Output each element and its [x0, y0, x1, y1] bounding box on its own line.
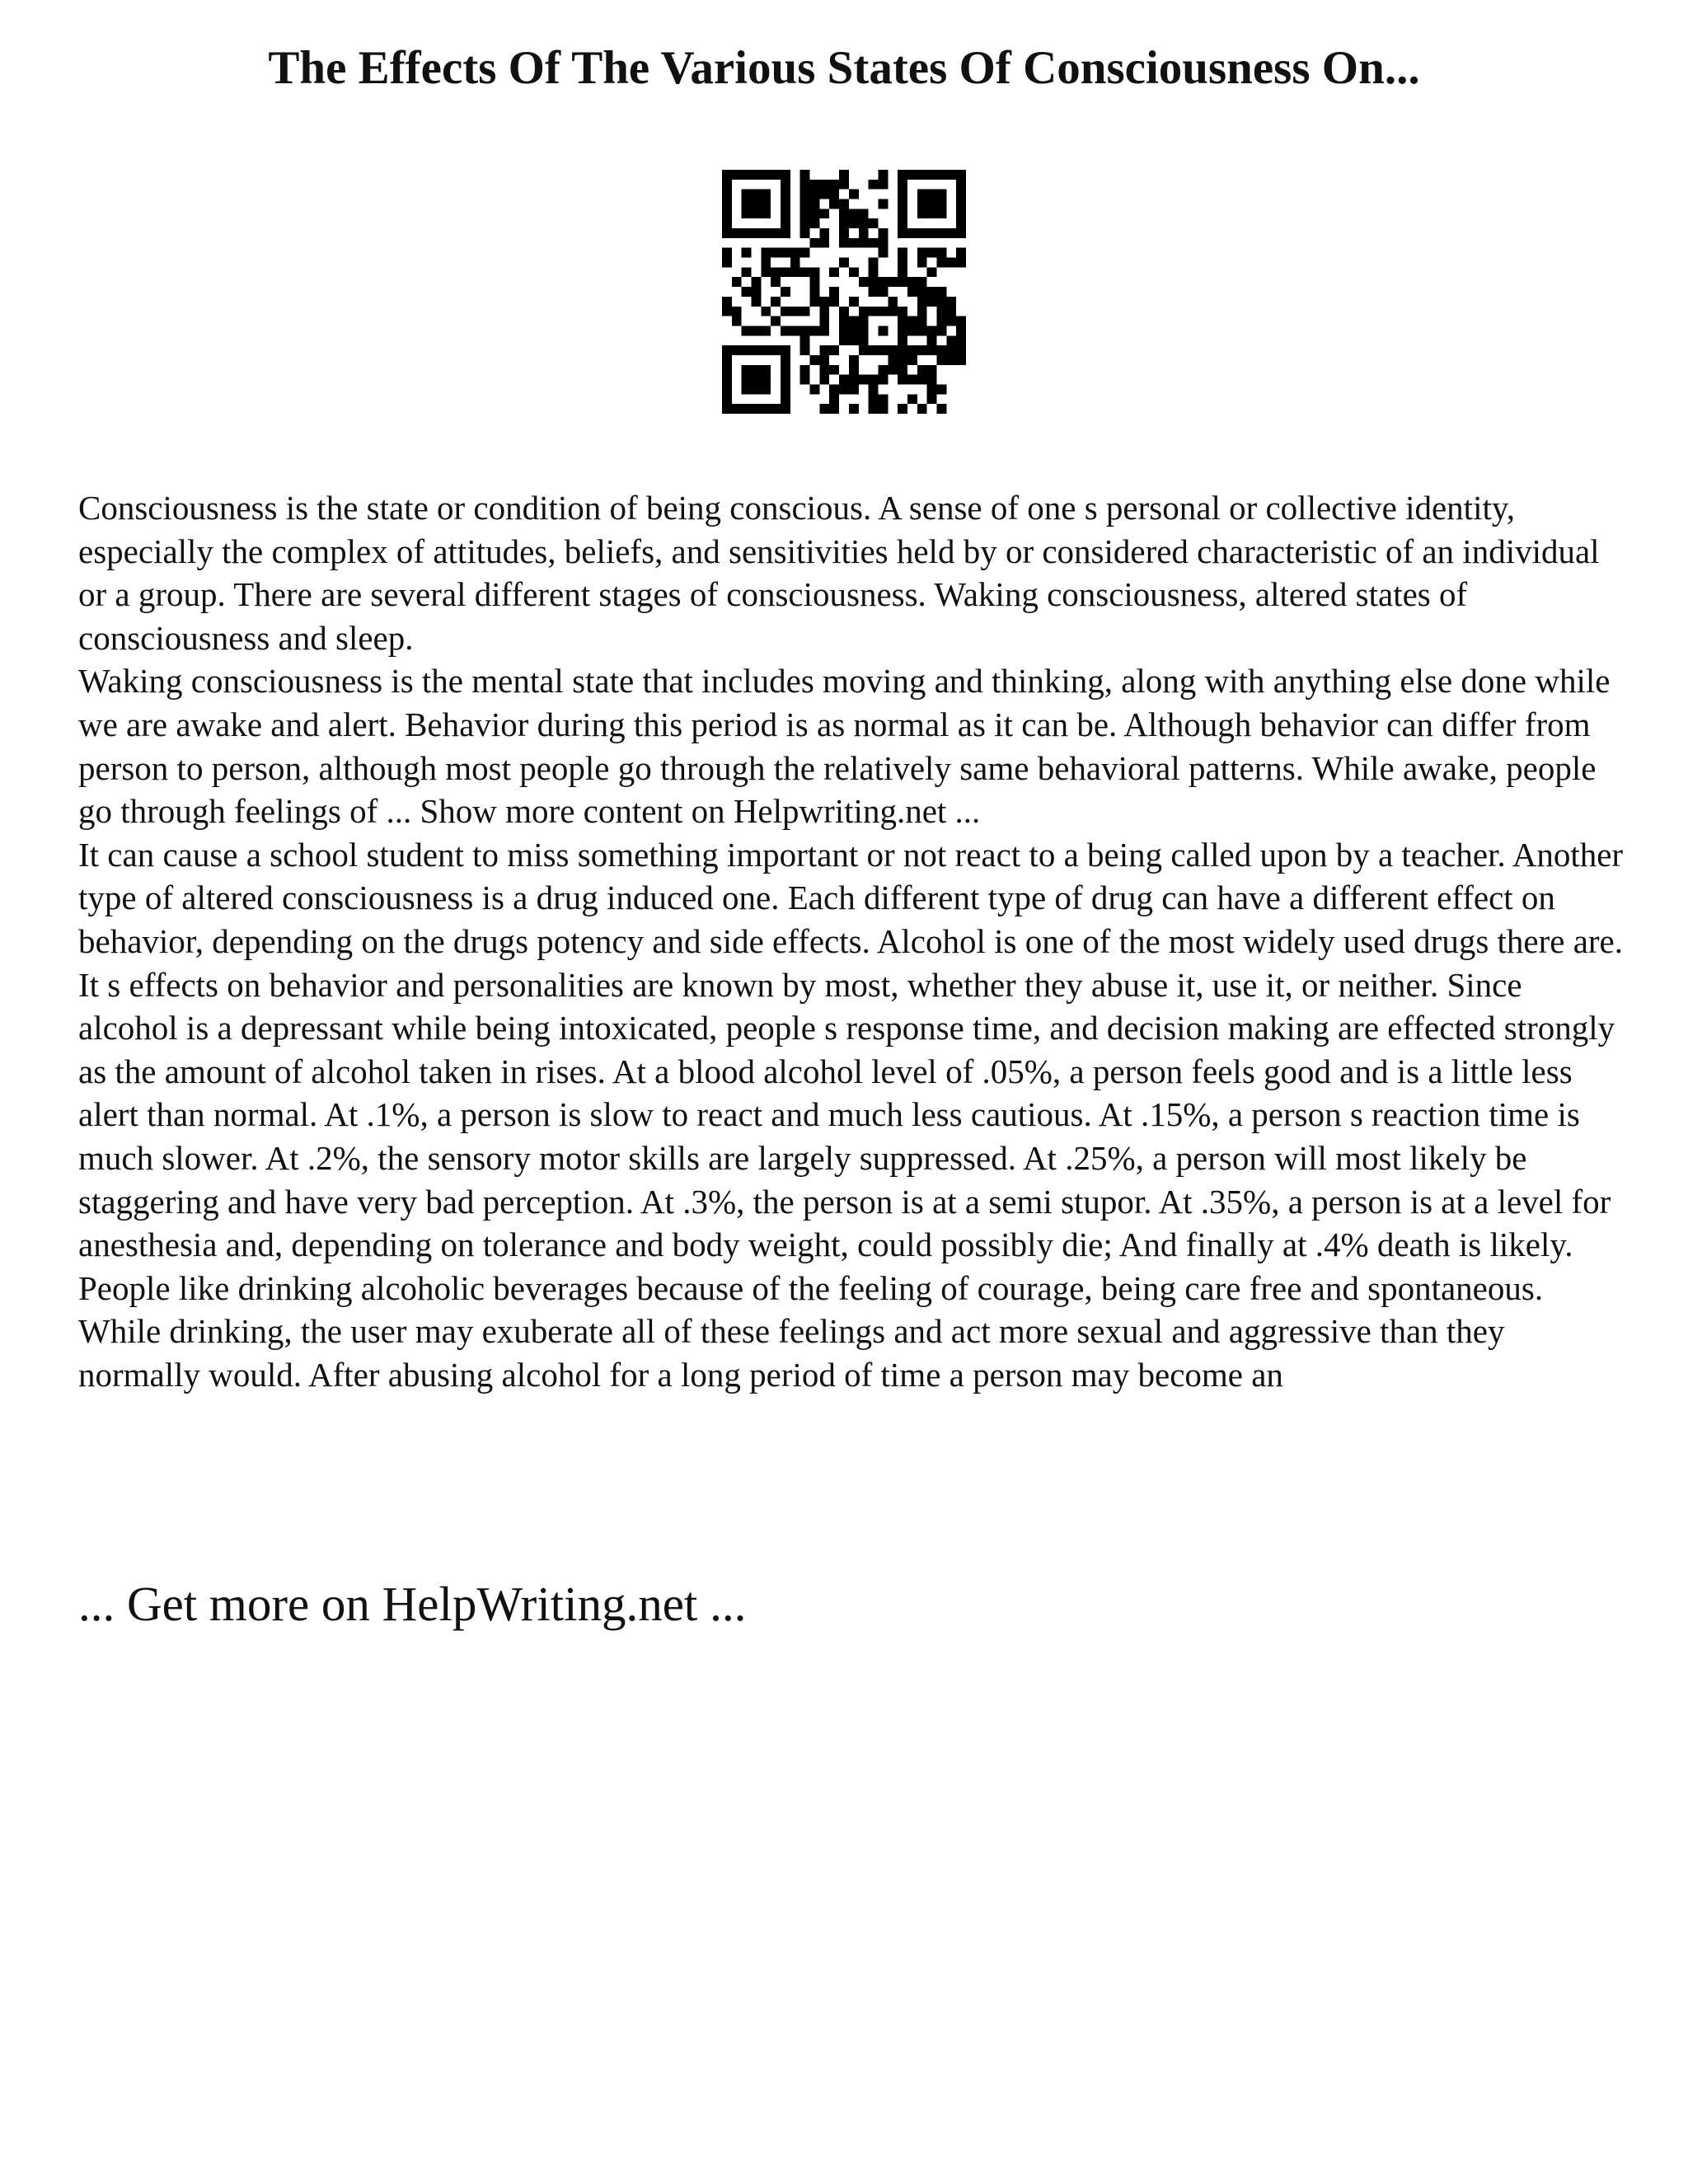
qr-code: [722, 170, 966, 414]
document-body: [78, 486, 1628, 1396]
paragraph-1: Consciousness is the state or condition of being conscious. A sense of one s personal or collective identity, especially the complex of attitudes, beliefs, and sensitivities held by or considered characteristic of an individual or a group. There are several different stages of consciousness. Waking consciousness, altered states of consciousness and sleep.: [78, 489, 1600, 657]
document-title: The Effects Of The Various States Of Consciousness On...: [268, 42, 1420, 94]
paragraph-2: Waking consciousness is the mental state that includes moving and thinking, along with anything else done while we are awake and alert. Behavior during this period is as normal as it can be. Although behavior can differ from person to person, although most people go through the relatively same behavioral patterns. While awake, people go through feelings of ... Show more content on Helpwriting.net ...: [78, 662, 1611, 831]
get-more-link[interactable]: ... Get more on HelpWriting.net ...: [78, 1577, 747, 1631]
paragraph-3: It can cause a school student to miss something important or not react to a being called upon by a teacher. Another type of altered consciousness is a drug induced one. Each different type of drug can have a different effect on behavior, depending on the drugs potency and side effects. Alcohol is one of the most widely used drugs there are. It s effects on behavior and personalities are known by most, whether they abuse it, use it, or neither. Since alcohol is a depressant while being intoxicated, people s response time, and decision making are effected strongly as the amount of alcohol taken in rises. At a blood alcohol level of .05%, a person feels good and is a little less alert than normal. At .1%, a person is slow to react and much less cautious. At .15%, a person s reaction time is much slower. At .2%, the sensory motor skills are largely suppressed. At .25%, a person will most likely be staggering and have very bad perception. At .3%, the person is at a semi stupor. At .35%, a person is at a level for anesthesia and, depending on tolerance and body weight, could possibly die; And finally at .4% death is likely. People like drinking alcoholic beverages because of the feeling of courage, being care free and spontaneous. While drinking, the user may exuberate all of these feelings and act more sexual and aggressive than they normally would. After abusing alcohol for a long period of time a person may become an: [78, 835, 1624, 1394]
qr-code-icon: [722, 170, 966, 414]
